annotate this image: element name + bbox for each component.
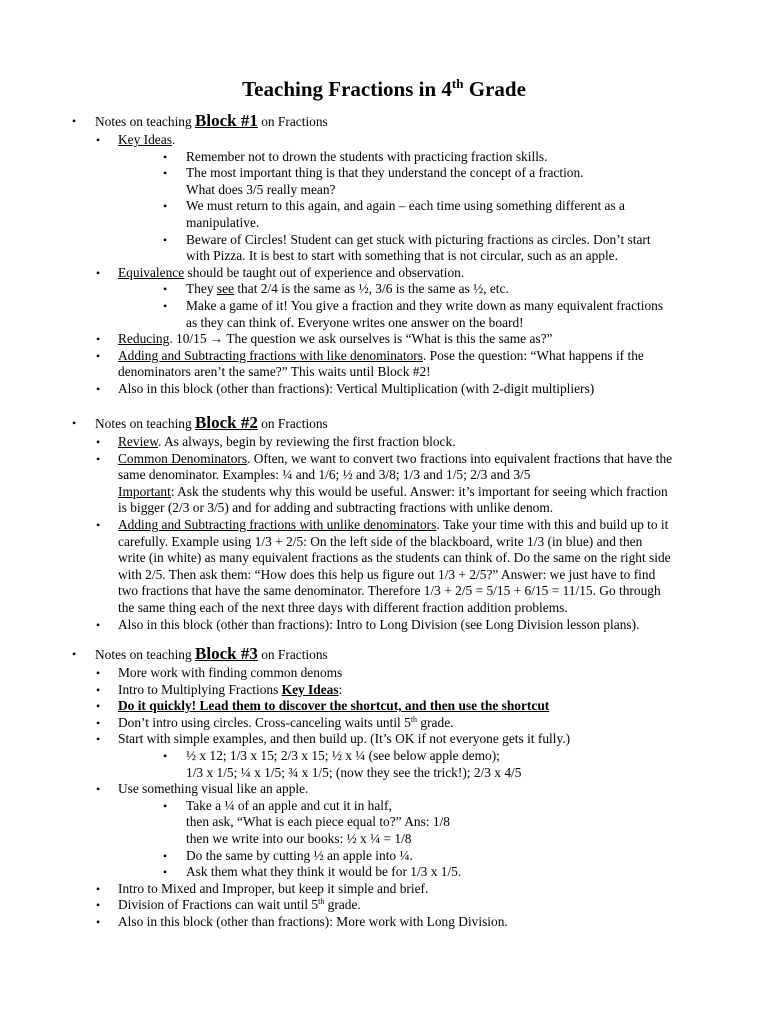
list-text: denominators aren’t the same?” This waits until Block #2! (118, 364, 431, 380)
list-text: : Ask the students why this would be useful. Answer: it’s important for seeing which fraction (170, 483, 668, 499)
list-text: that 2/4 is the same as ½, 3/6 is the same as ½, etc. (233, 281, 509, 297)
list-text: Make a game of it! You give a fraction and they write down as many equivalent fractions (186, 297, 664, 313)
bullet-icon: • (96, 666, 101, 680)
list-text: Start with simple examples, and then build up. (It’s OK if not everyone gets it fully.) (118, 731, 571, 747)
list-text: same denominator. Examples: ¼ and 1/6; ½ and 3/8; 1/3 and 1/5; 2/3 and 3/5 (118, 467, 531, 483)
heading-text: on Fractions (257, 647, 328, 662)
list-item (0, 665, 768, 682)
bullet-icon: • (96, 265, 101, 280)
heading-text: Notes on teaching (95, 114, 196, 129)
list-text: More work with finding common denoms (118, 665, 343, 680)
bullet-icon: • (96, 517, 101, 532)
block-2-heading (0, 413, 768, 434)
list-item-continued (0, 765, 768, 782)
list-item (0, 864, 768, 881)
list-text: The most important thing is that they understand the concept of a fraction. (186, 165, 584, 181)
list-text: Take a ¼ of an apple and cut it in half, (186, 797, 392, 813)
list-item (0, 781, 768, 798)
list-text: They (186, 281, 217, 297)
page-title (0, 76, 768, 102)
list-item-continued (0, 364, 768, 381)
adding-like-label: Adding and Subtracting fractions with like denominators (118, 347, 423, 363)
emphasis-text: see (216, 281, 234, 297)
list-text: two fractions that have the same denominator. Therefore 1/3 + 2/5 = 5/15 + 6/15 = 11/15. Go through (118, 583, 661, 599)
list-text: manipulative. (186, 214, 260, 230)
title-superscript: th (451, 76, 464, 91)
list-text: . (171, 132, 176, 147)
block-3-section (0, 644, 768, 931)
list-item-also (0, 381, 768, 398)
bullet-icon: • (96, 782, 101, 797)
list-item-continued (0, 315, 768, 332)
list-text: the same thing each of the next three days with different fraction addition problems. (118, 599, 568, 615)
list-text: write (in white) as many equivalent fractions as the students can think of. Do the same on the right side (118, 550, 671, 566)
list-text: Ask them what they think it would be for 1/3 x 1/5. (186, 864, 462, 880)
bullet-icon: • (96, 732, 101, 747)
block-1-section (0, 111, 768, 398)
list-text: Also in this block (other than fractions): Intro to Long Division (see Long Division lesson plans). (118, 616, 640, 632)
bullet-icon: • (163, 282, 168, 297)
heading-text: Notes on teaching (95, 647, 196, 662)
list-text: then we write into our books: ½ x ¼ = 1/8 (186, 830, 412, 846)
bullet-icon: • (96, 881, 101, 896)
heading-text: Notes on teaching (95, 416, 196, 431)
list-text: Use something visual like an apple. (118, 781, 309, 797)
important-label: Important (118, 483, 171, 499)
list-text: Also in this block (other than fractions): More work with Long Division. (118, 913, 508, 929)
bullet-icon: • (163, 848, 168, 863)
adding-unlike-label: Adding and Subtracting fractions with unlike denominators (118, 516, 437, 532)
block-3-heading (0, 644, 768, 665)
list-item (0, 149, 768, 166)
list-item (0, 298, 768, 315)
bullet-icon: • (72, 416, 77, 430)
bullet-icon: • (96, 451, 101, 466)
list-text: grade. (417, 714, 454, 730)
block-1-label: Block #1 (195, 111, 258, 130)
equivalence-label: Equivalence (118, 264, 185, 280)
list-text: ½ x 12; 1/3 x 15; 2/3 x 15; ½ x ¼ (see below apple demo); (186, 747, 500, 763)
list-item (0, 881, 768, 898)
heading-text: on Fractions (257, 114, 328, 129)
list-item-also (0, 914, 768, 931)
list-item-also (0, 617, 768, 634)
list-item-continued (0, 215, 768, 232)
block-2-label: Block #2 (195, 413, 258, 432)
bullet-icon: • (72, 647, 77, 661)
bullet-icon: • (96, 381, 101, 396)
list-item (0, 897, 768, 914)
list-item (0, 165, 768, 182)
list-text: Do the same by cutting ½ an apple into ¼. (186, 847, 413, 863)
emphasis-text: Do it quickly! Lead them to discover the shortcut, and then use the shortcut (118, 698, 550, 714)
superscript: th (318, 897, 325, 907)
list-text: Division of Fractions can wait until 5 (118, 897, 319, 913)
list-item (0, 748, 768, 765)
reducing-label: Reducing (118, 331, 170, 347)
bullet-icon: • (96, 898, 101, 913)
bullet-icon: • (96, 332, 101, 347)
list-item (0, 232, 768, 249)
list-item-equivalence (0, 265, 768, 282)
list-item (0, 798, 768, 815)
list-text: Intro to Multiplying Fractions (118, 681, 282, 697)
bullet-icon: • (96, 715, 101, 730)
bullet-icon: • (163, 798, 168, 813)
list-text: is bigger (2/3 or 3/5) and for adding and subtracting fractions with unlike denom. (118, 500, 554, 516)
bullet-icon: • (96, 133, 101, 147)
list-text: should be taught out of experience and observation. (184, 264, 465, 280)
list-item (0, 731, 768, 748)
block-3-label: Block #3 (195, 644, 258, 663)
list-item-review (0, 434, 768, 451)
list-text: grade. (324, 897, 361, 913)
list-item-continued (0, 248, 768, 265)
bullet-icon: • (163, 298, 168, 313)
bullet-icon: • (96, 435, 101, 449)
list-text: . Often, we want to convert two fractions into equivalent fractions that have the (247, 450, 673, 466)
list-text: . As always, begin by reviewing the first fraction block. (158, 434, 456, 449)
review-label: Review (118, 434, 159, 449)
list-text: as they can think of. Everyone writes one answer on the board! (186, 314, 524, 330)
list-text: : (338, 681, 343, 697)
list-text: Beware of Circles! Student can get stuck with picturing fractions as circles. Don’t start (186, 231, 651, 247)
list-item (0, 715, 768, 732)
common-denominators-label: Common Denominators (118, 450, 248, 466)
list-item (0, 198, 768, 215)
list-item-continued (0, 814, 768, 831)
list-item-continued (0, 467, 768, 484)
list-item-adding-like (0, 348, 768, 365)
superscript: th (410, 714, 418, 724)
list-item-reducing (0, 331, 768, 348)
list-text: What does 3/5 really mean? (186, 181, 336, 197)
list-text: Remember not to drown the students with practicing fraction skills. (186, 148, 548, 164)
key-ideas-label: Key Ideas (118, 132, 172, 147)
block-2-section (0, 413, 768, 633)
list-item-continued (0, 567, 768, 584)
bullet-icon: • (96, 699, 101, 714)
list-text: 1/3 x 1/5; ¼ x 1/5; ¾ x 1/5; (now they see the trick!); 2/3 x 4/5 (186, 764, 522, 780)
list-text: then ask, “What is each piece equal to?” Ans: 1/8 (186, 814, 450, 830)
list-item-continued (0, 550, 768, 567)
list-text: with Pizza. It is best to start with something that is not circular, such as an apple. (186, 248, 618, 264)
bullet-icon: • (72, 114, 77, 128)
bullet-icon: • (96, 914, 101, 929)
list-item-key-ideas (0, 132, 768, 149)
list-item-continued (0, 484, 768, 501)
list-item-continued (0, 182, 768, 199)
bullet-icon: • (163, 149, 168, 164)
list-item-continued (0, 500, 768, 517)
bullet-icon: • (96, 348, 101, 363)
bullet-icon: • (163, 199, 168, 214)
list-text: Don’t intro using circles. Cross-canceling waits until 5 (118, 714, 411, 730)
bullet-icon: • (96, 617, 101, 632)
title-text-end: Grade (463, 77, 526, 101)
bullet-icon: • (163, 232, 168, 247)
key-ideas-label: Key Ideas (281, 681, 339, 697)
heading-text: on Fractions (257, 416, 328, 431)
list-item-adding-unlike (0, 517, 768, 534)
block-1-heading (0, 111, 768, 132)
list-item-continued (0, 534, 768, 551)
bullet-icon: • (163, 748, 168, 763)
list-item-continued (0, 583, 768, 600)
list-text: carefully. Example using 1/3 + 2/5: On the left side of the blackboard, write 1/3 (in blue) and then (118, 533, 643, 549)
list-item-common-denominators (0, 451, 768, 468)
bullet-icon: • (163, 865, 168, 880)
list-text: . 10/15 → The question we ask ourselves is “What is this the same as?” (169, 331, 553, 347)
list-text: We must return to this again, and again – each time using something different as a (186, 198, 625, 214)
list-text: Also in this block (other than fractions): Vertical Multiplication (with 2-digit multipliers) (118, 380, 595, 396)
list-item-do-it-quickly (0, 698, 768, 715)
list-item (0, 281, 768, 298)
list-item-continued (0, 831, 768, 848)
list-text: Intro to Mixed and Improper, but keep it simple and brief. (118, 880, 429, 896)
bullet-icon: • (163, 166, 168, 181)
list-item-continued (0, 600, 768, 617)
list-text: . Take your time with this and build up to it (436, 516, 669, 532)
title-text: Teaching Fractions in 4 (242, 77, 452, 101)
list-item-intro-multiplying (0, 682, 768, 699)
list-text: with 2/5. Then ask them: “How does this help us figure out 1/3 + 2/5?” Answer: we just have to find (118, 566, 656, 582)
list-item (0, 848, 768, 865)
list-text: . Pose the question: “What happens if the (422, 347, 644, 363)
bullet-icon: • (96, 682, 101, 697)
